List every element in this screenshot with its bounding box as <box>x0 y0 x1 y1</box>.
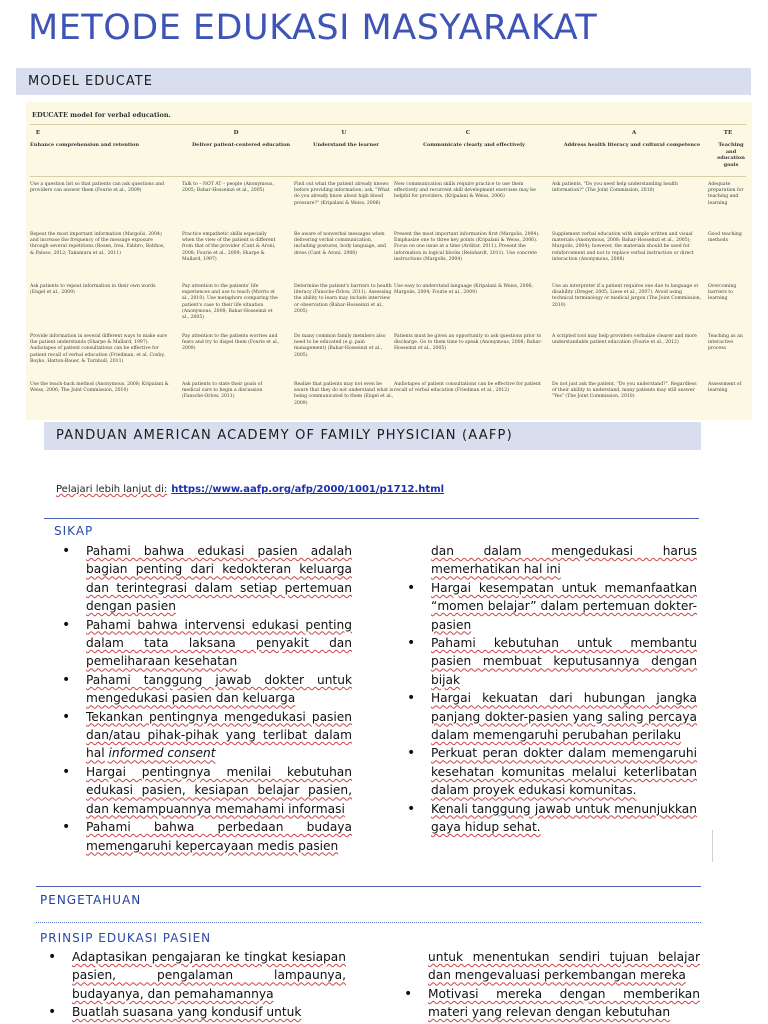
table-rule <box>30 176 746 177</box>
column-letter: D <box>233 130 239 136</box>
table-cell: Audiotapes of patient consultations can be effective for patient recall of verbal education (Friedman et al., 2012) <box>394 382 541 394</box>
reference-link-line <box>56 484 444 495</box>
divider <box>44 518 699 519</box>
table-cell: Repeat the most important information (Margolis, 2004) and increase the frequency of the message exposure through several repetitions (Rosen, Irea, Fabbro, Bolthos, & Paloso, 2012; Takamura et al., 2011) <box>30 232 165 256</box>
column-header: Deliver patient-centered education <box>191 142 291 148</box>
reference-url[interactable]: https://www.aafp.org/afp/2000/1001/p1712.html <box>171 484 445 495</box>
table-cell: Assessment of learning <box>708 382 742 394</box>
table-cell: Talk to – NOT AT – people (Anonymous, 2005; Bahar-Hosseinzi et al., 2005) <box>182 182 274 194</box>
table-cell: Use a question list so that patients can ask questions and providers can answer them (Fourie et al., 2009) <box>30 182 164 194</box>
list-item: • Perkuat peran dokter dalam memengaruhi kesehatan komunitas melalui keterlibatan dalam proyek edukasi komunitas. <box>405 744 697 799</box>
table-rule <box>30 124 746 125</box>
table-cell: Ask patients to repeat information in their own words (Engel et al., 2009) <box>30 284 156 296</box>
table-cell: Practice empathetic skills especially when the view of the patient is different from that of the provider (Cant & Aroni, 2008; Fourie et al., 2009; Sharpe & Mallard, 1997) <box>182 232 276 262</box>
section-band-label: MODEL EDUCATE <box>28 74 153 89</box>
dotted-divider <box>36 922 701 923</box>
column-header: Enhance comprehension and retention <box>30 142 140 148</box>
table-cell: Pay attention to the patients worries and fears and try to dispel them (Fourie et al., 2009) <box>182 334 280 352</box>
table-cell: Use an interpreter if a patient requires one due to language or disability (Dreger, 2005; Liese et al., 2007). Avoid using technical terminology or medical jargon (The Joint Commission, 2010) <box>552 284 702 308</box>
list-item: • Hargai kekuatan dari hubungan jangka panjang dokter-pasien yang saling percaya dalam memengaruhi perubahan perilaku <box>405 689 697 744</box>
table-cell: Ask patients, "Do you need help understanding health information?" (The Joint Commission, 2010) <box>552 182 678 194</box>
table-cell: Realize that patients may not even be aware that they do not understand what is being communicated to them (Engel et al., 2009) <box>294 382 394 406</box>
column-letter: U <box>341 130 347 136</box>
column-divider <box>712 830 713 862</box>
column-header: Address health literacy and cultural competence <box>563 142 701 148</box>
page-title: METODE EDUKASI MASYARAKAT <box>28 8 598 48</box>
list-item: • Buatlah suasana yang kondusif untuk <box>46 1003 346 1021</box>
list-item-continuation: dan dalam mengedukasi harus memerhatikan hal ini <box>431 544 697 577</box>
educate-caption: EDUCATE model for verbal education. <box>32 111 171 119</box>
table-cell: Determine the patient's barriers to health literacy (Fansche-Orlow, 2011). Assessing the ability to learn may include interview or observation (Bahar-Hosseinzi et al., 2005) <box>294 284 392 314</box>
list-item: • Pahami tanggung jawab dokter untuk mengedukasi pasien dan keluarga <box>60 671 352 708</box>
list-item <box>60 708 352 763</box>
table-cell: Do not just ask the patient, "Do you understand?". Regardless of their ability to understand, many patients may still answer "Yes" (The Joint Commission, 2010) <box>552 382 697 400</box>
prinsip-list-left <box>46 948 346 1022</box>
table-cell: A scripted tool may help providers verbalize clearer and more understandable patient education (Fourie et al., 2012) <box>552 334 697 346</box>
list-item: • Pahami kebutuhan untuk membantu pasien membuat keputusannya dengan bijak <box>405 634 697 689</box>
informed-consent-term: informed consent <box>108 746 216 761</box>
section-band-model-educate <box>16 68 751 95</box>
table-cell: New communication skills require practice to use them effectively and recurrent skill development exercises may be helpful for providers. (Kripalani & Weiss, 2006) <box>394 182 536 200</box>
subsection-title-sikap: SIKAP <box>54 524 94 538</box>
sikap-list-right <box>405 542 697 837</box>
table-cell: Pay attention to the patients' life experiences and use to teach (Morris et al., 2010). Use metaphors comparing the patient's case to their life situation (Anonymous, 2008; Bahar-Hosseinzi et al., 2005) <box>182 284 278 321</box>
table-cell: Find out what the patient already knows before providing information; ask, "What do you already know about high blood pressure?" (Kripalani & Weiss, 2006) <box>294 182 390 206</box>
list-item-continuation: untuk menentukan sendiri tujuan belajar dan mengevaluasi perkembangan mereka <box>428 950 700 983</box>
table-cell: Present the most important information first (Margolis, 2004). Emphasize one to three key points (Kripalani & Weiss, 2006). Focus on one issue at a time (Arditar, 2011). Present the information in logical blocks (Reinhardt, 2011). Use concrete instructions (Margolis, 2004) <box>394 232 540 262</box>
list-item: • Pahami bahwa perbedaan budaya memengaruhi kepercayaan medis pasien <box>60 818 352 855</box>
table-cell: Use easy to understand language (Kripalani & Weiss, 2006; Margolis, 2004; Fourie et al., 2009) <box>394 284 533 296</box>
table-cell: Patients must be given an opportunity to ask questions prior to discharge. Go to them time to speak (Anonymous, 2008; Bahar-Hosseinzi et al., 2005) <box>394 334 543 352</box>
column-header: Communicate clearly and effectively <box>423 142 525 148</box>
list-item: • Kenali tanggung jawab untuk menunjukkan gaya hidup sehat. <box>405 800 697 837</box>
column-header: Teaching and education goals <box>717 142 745 168</box>
list-item: • Hargai pentingnya menilai kebutuhan edukasi pasien, kesiapan belajar pasien, dan kemampuannya memahami informasi <box>60 763 352 818</box>
section-band-aafp <box>44 422 701 450</box>
section-band-label: PANDUAN AMERICAN ACADEMY OF FAMILY PHYSICIAN (AAFP) <box>56 428 513 443</box>
table-cell: Teaching as an interactive process <box>708 334 743 352</box>
column-header: Understand the learner <box>313 142 379 148</box>
prinsip-list-right <box>402 948 700 1022</box>
table-cell: Supplement verbal education with simple written and visual materials (Anonymous, 2008; Bahar-Hosseinzi et al., 2005); Margolis, 2004); however, the materials should be used for reinforcement and not to replace verbal instruction or direct interaction (Anonymous, 2008) <box>552 232 694 262</box>
table-cell: Do many common family members also need to be educated (e.g. pain management) (Bahar-Hosseinzi et al., 2005) <box>294 334 386 358</box>
list-item: • Pahami bahwa intervensi edukasi penting dalam tata laksana penyakit dan pemeliharaan kesehatan <box>60 616 352 671</box>
column-letter: C <box>465 130 471 136</box>
table-cell: Provide information in several different ways to make sure the patient understands (Sharpe & Mallard, 1997). Audiotapes of patient consultations can be effective for patient recall of verbal education (Friedman, et al. Coxby, Boyko, Hatton-Bauer, & Turnbull, 2011) <box>30 334 168 364</box>
table-cell: Be aware of nonverbal messages when delivering verbal communication, including postures, body language, and dress (Cant & Aroni, 2008) <box>294 232 386 256</box>
list-item: • Motivasi mereka dengan memberikan materi yang relevan dengan kebutuhan <box>402 985 700 1022</box>
reference-prefix: Pelajari lebih lanjut di: <box>56 484 168 495</box>
educate-table <box>26 102 752 420</box>
column-letter: TE <box>723 130 733 136</box>
table-cell: Use the teach-back method (Anonymous, 2008; Kripalani & Weiss, 2006; The Joint Commission, 2010) <box>30 382 169 394</box>
table-cell: Adequate preparation for teaching and learning <box>708 182 744 206</box>
column-letter: A <box>631 130 637 136</box>
list-item: • Adaptasikan pengajaran ke tingkat kesiapan pasien, pengalaman lampaunya, budayanya, dan pemahamannya <box>46 948 346 1003</box>
section-title-pengetahuan: PENGETAHUAN <box>40 893 142 907</box>
list-item: • Pahami bahwa edukasi pasien adalah bagian penting dari kedokteran keluarga dan terintegrasi dalam setiap pertemuan dengan pasien <box>60 542 352 616</box>
table-cell: Ask patients to state their goals of medical care to begin a discussion (Fansche-Orlow, 2011) <box>182 382 263 400</box>
subsection-title-prinsip: PRINSIP EDUKASI PASIEN <box>40 931 212 945</box>
sikap-list-left <box>60 542 352 855</box>
table-cell: Overcoming barriers to learning <box>708 284 737 302</box>
divider <box>36 886 701 887</box>
list-item: • Hargai kesempatan untuk memanfaatkan “momen belajar” dalam pertemuan dokter-pasien <box>405 579 697 634</box>
list-item-text: Tekankan pentingnya mengedukasi pasien dan/atau pihak-pihak yang terlibat dalam hal <box>86 709 352 761</box>
table-cell: Good teaching methods <box>708 232 742 244</box>
column-letter: E <box>35 130 41 136</box>
